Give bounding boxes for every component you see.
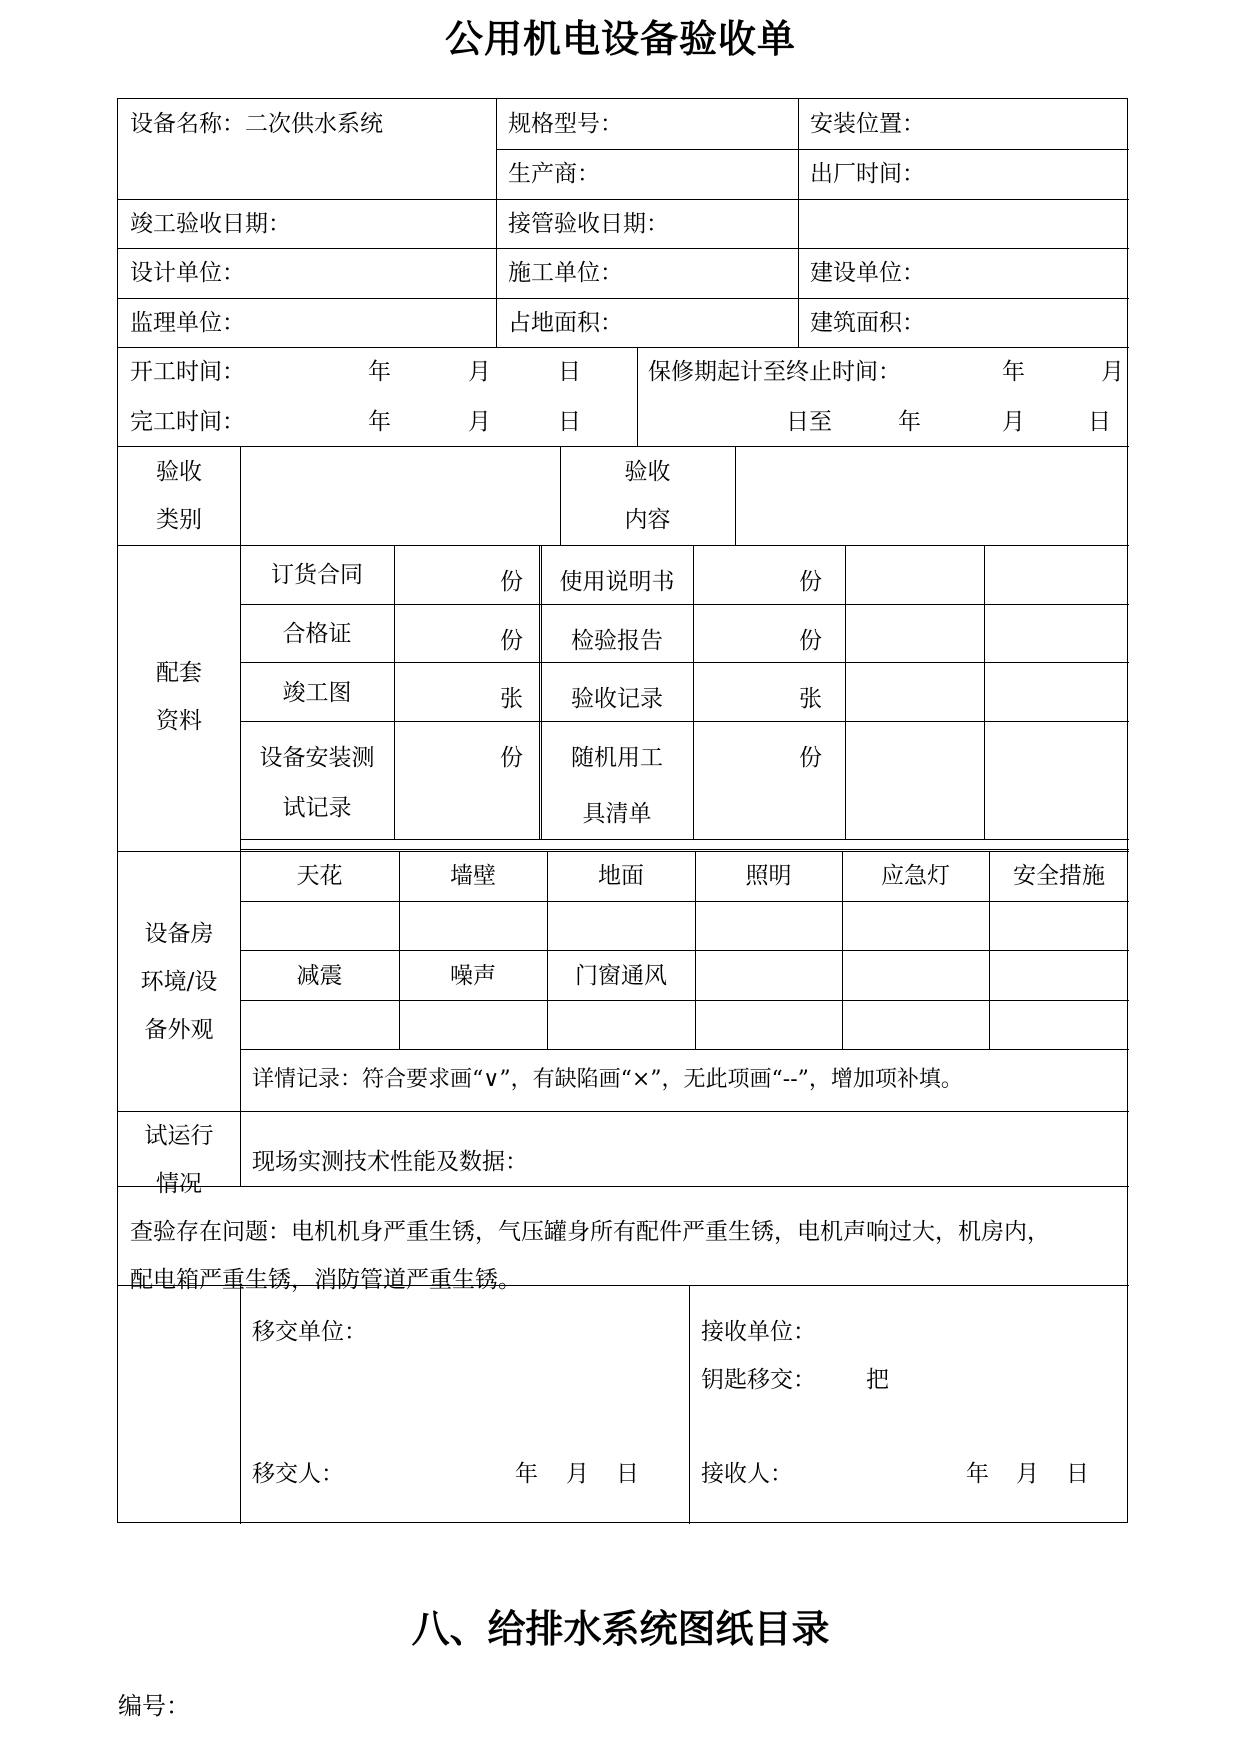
col-line [240,1111,241,1186]
env-label-2: 环境/设 [140,969,218,995]
row-line [240,950,1129,951]
row-line [240,849,1129,850]
doc-unit: 份 [799,745,822,771]
col-line [735,446,736,545]
col-line [693,545,694,839]
receive-day: 日 [1066,1461,1089,1487]
col-line [496,99,497,347]
doc-unit: 份 [500,745,523,771]
acceptance-form-table [117,98,1128,1523]
col-line [637,347,638,446]
env-noise: 噪声 [450,963,496,989]
warranty-label: 保修期起计至终止时间： [648,359,901,385]
start-year: 年 [368,359,391,385]
env-floor: 地面 [598,863,644,889]
col-line [798,99,799,347]
land-area-field[interactable]: 占地面积： [508,310,623,336]
finish-date-label: 完工时间： [130,409,245,435]
warranty-end-year: 年 [898,409,921,435]
row-line [118,248,1129,249]
row-line [118,446,1129,447]
doc-unit: 份 [799,628,822,654]
row-line [118,199,1129,200]
trial-label-2: 情况 [156,1171,202,1197]
warranty-start-year: 年 [1002,359,1025,385]
completion-date-field[interactable]: 竣工验收日期： [130,211,291,237]
doc-acceptance-record: 验收记录 [571,686,663,712]
keys-unit: 把 [866,1367,889,1393]
issues-line-1: 查验存在问题：电机机身严重生锈，气压罐身所有配件严重生锈，电机声响过大，机房内， [130,1219,1050,1245]
trial-label-1: 试运行 [144,1123,214,1149]
equipment-name-field[interactable]: 设备名称：二次供水系统 [130,111,383,137]
row-line [240,1049,1129,1050]
finish-day: 日 [558,409,581,435]
col-line [539,545,540,839]
category-label-1: 验收 [156,459,202,485]
transfer-person-field[interactable]: 移交人： [252,1461,344,1487]
receive-unit-field[interactable]: 接收单位： [701,1319,816,1345]
env-ceiling: 天花 [296,863,343,889]
doc-unit: 张 [799,686,822,712]
row-line [240,604,1129,605]
finish-year: 年 [368,409,391,435]
row-line [118,347,1129,348]
row-line [240,662,1129,663]
design-unit-field[interactable]: 设计单位： [130,260,245,286]
category-label-2: 类别 [156,507,202,533]
section-title: 八、给排水系统图纸目录 [411,1607,830,1651]
col-line [240,446,241,545]
receive-person-field[interactable]: 接收人： [701,1461,793,1487]
build-unit-field[interactable]: 建设单位： [810,260,925,286]
start-date-label: 开工时间： [130,359,245,385]
col-line [845,545,846,839]
page-title: 公用机电设备验收单 [444,17,796,61]
doc-as-built: 竣工图 [282,680,352,706]
env-safety: 安全措施 [1013,863,1105,889]
row-line [118,1111,1129,1112]
receive-year: 年 [966,1461,989,1487]
transfer-year: 年 [515,1461,538,1487]
supervision-unit-field[interactable]: 监理单位： [130,310,245,336]
handover-date-field[interactable]: 接管验收日期： [508,211,669,237]
construction-unit-field[interactable]: 施工单位： [508,260,623,286]
row-line [240,839,1129,840]
spec-model-field[interactable]: 规格型号： [508,111,623,137]
code-label: 编号： [118,1692,190,1720]
doc-tools-2: 具清单 [582,801,652,827]
doc-test-record-2: 试记录 [282,795,352,821]
env-label-3: 备外观 [144,1017,214,1043]
install-location-field[interactable]: 安装位置： [810,111,925,137]
col-line [240,1285,241,1524]
transfer-month: 月 [566,1461,589,1487]
doc-order-contract: 订货合同 [271,562,363,588]
transfer-day: 日 [616,1461,639,1487]
doc-manual: 使用说明书 [559,569,675,595]
row-line [118,1186,1129,1187]
trial-measured[interactable]: 现场实测技术性能及数据： [252,1149,528,1175]
doc-tools-1: 随机用工 [571,745,663,771]
manufacturer-field[interactable]: 生产商： [508,161,600,187]
content-label-2: 内容 [624,507,671,533]
env-ventilation: 门窗通风 [575,963,667,989]
env-wall: 墙壁 [450,863,496,889]
row-line [496,149,1129,150]
row-line [118,545,1129,546]
issues-line-2: 配电箱严重生锈，消防管道严重生锈。 [130,1267,521,1293]
factory-date-field[interactable]: 出厂时间： [810,161,925,187]
doc-unit: 份 [500,569,523,595]
warranty-end-month: 月 [1002,409,1025,435]
receive-month: 月 [1016,1461,1039,1487]
row-line [118,298,1129,299]
warranty-start-month: 月 [1101,359,1124,385]
row-line [240,901,1129,902]
col-line [394,545,395,839]
doc-unit: 张 [500,686,523,712]
start-day: 日 [558,359,581,385]
row-line [118,851,1129,852]
env-note: 详情记录：符合要求画“∨”，有缺陷画“×”，无此项画“--”，增加项补填。 [252,1067,963,1092]
doc-certificate: 合格证 [282,621,352,647]
doc-unit: 份 [500,628,523,654]
warranty-end-day: 日 [1088,409,1111,435]
col-line [984,545,985,839]
transfer-unit-field[interactable]: 移交单位： [252,1319,367,1345]
docs-label-1: 配套 [156,660,202,686]
finish-month: 月 [468,409,491,435]
row-line [240,721,1129,722]
content-label-1: 验收 [624,459,671,485]
building-area-field[interactable]: 建筑面积： [810,310,925,336]
start-month: 月 [468,359,491,385]
docs-label-2: 资料 [156,708,202,734]
env-lighting: 照明 [745,863,792,889]
env-emergency-light: 应急灯 [881,863,950,889]
doc-unit: 份 [799,569,822,595]
warranty-day-to: 日至 [786,409,832,435]
env-label-1: 设备房 [144,921,214,947]
doc-test-record-1: 设备安装测 [259,745,375,771]
doc-inspection-report: 检验报告 [571,628,663,654]
row-line [240,1000,1129,1001]
col-line [689,1285,690,1524]
keys-field[interactable]: 钥匙移交： [701,1367,816,1393]
env-damping: 减震 [296,963,343,989]
